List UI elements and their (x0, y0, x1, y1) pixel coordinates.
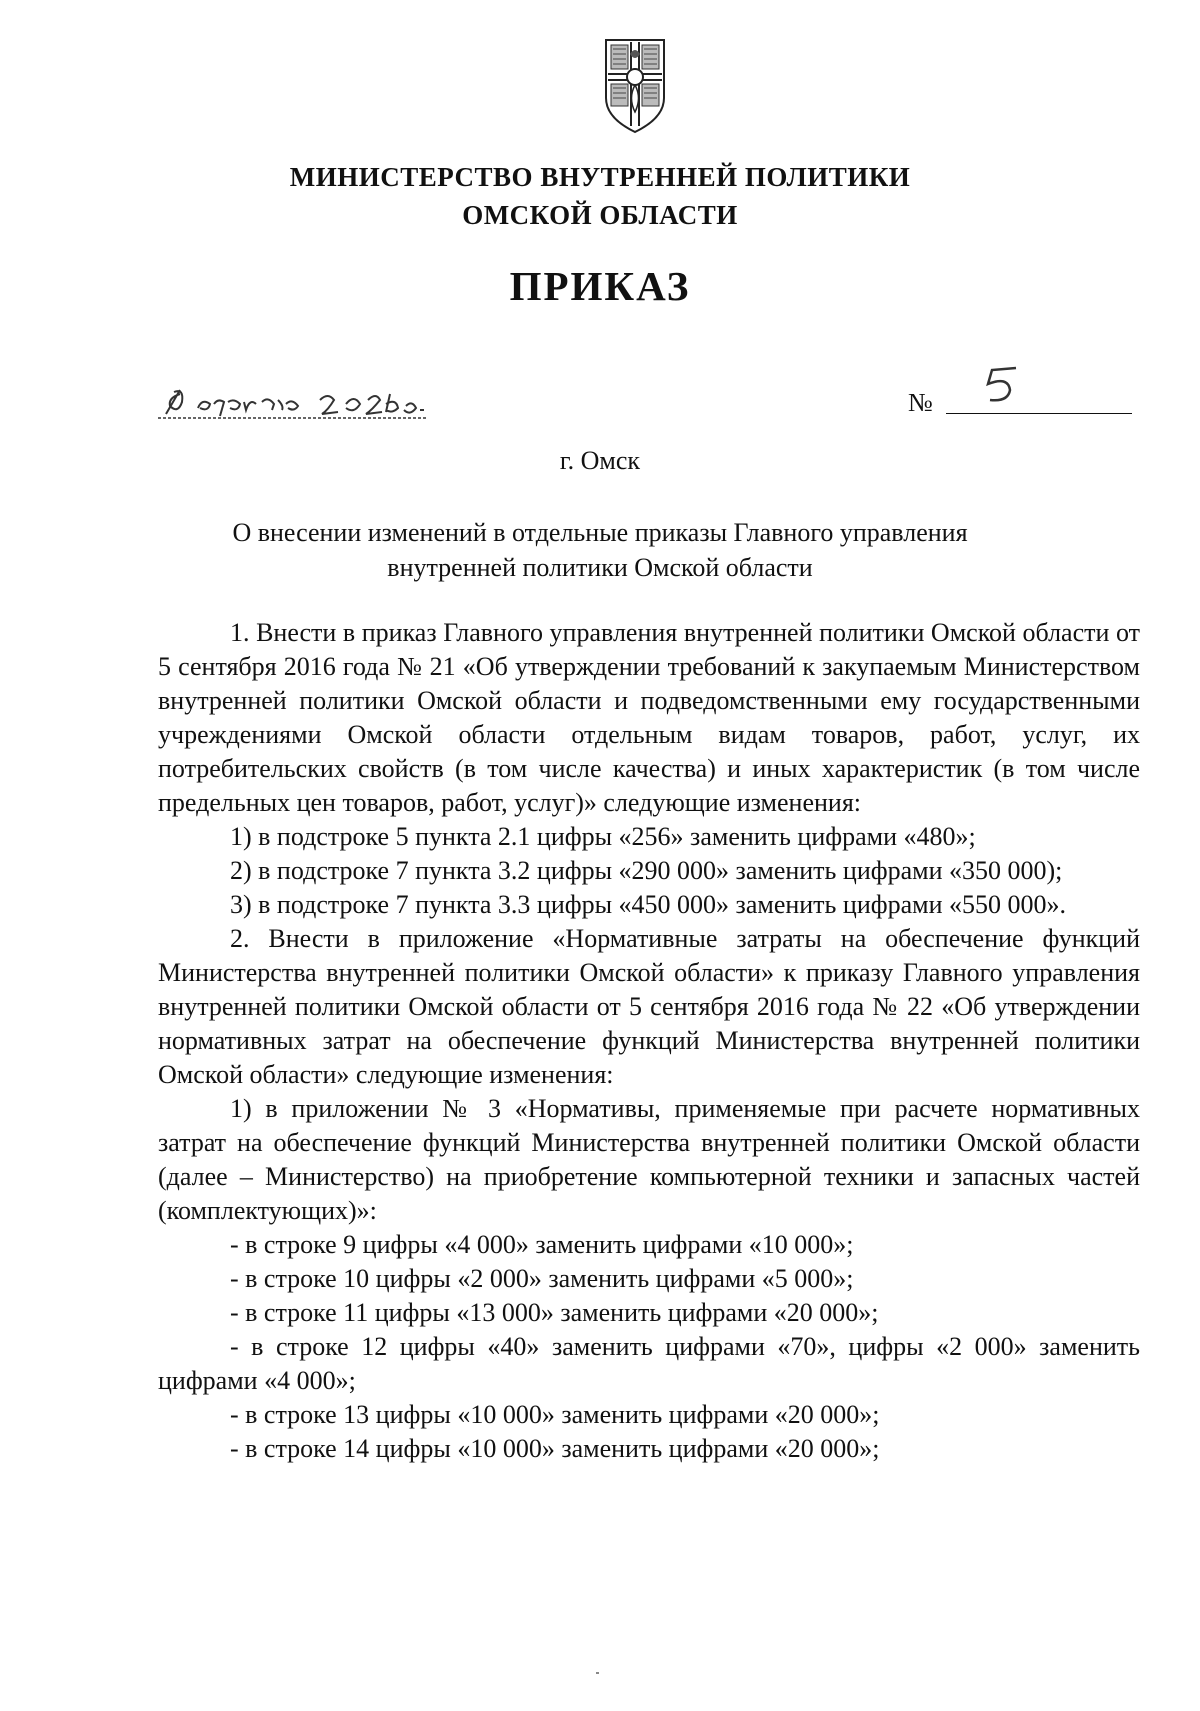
order-number-line (946, 413, 1132, 414)
list-item: - в строке 14 цифры «10 000» заменить цифрами «20 000»; (230, 1434, 880, 1463)
clause-2-item-1: 1) в приложении № 3 «Нормативы, применяемые при расчете нормативных затрат на обеспечение функций Министерства внутренней политики Омской области (далее – Министерство) на приобретение компьютерной техники и запасных частей (комплектующих)»: (158, 1094, 1140, 1225)
list-item: - в строке 10 цифры «2 000» заменить цифрами «5 000»; (230, 1264, 854, 1293)
clause-1: 1. Внести в приказ Главного управления внутренней политики Омской области от 5 сентября 2016 года № 21 «Об утверждении требований к закупаемым Министерством внутренней политики Омской области и подведомственными ему государственными учреждениями Омской области отдельным видам товаров, работ, услуг, их потребительских свойств (в том числе качества) и иных характеристик (в том числе предельных цен товаров, работ, услуг)» следующие изменения: (158, 618, 1140, 817)
clause-1-item-2: 2) в подстроке 7 пункта 3.2 цифры «290 000» заменить цифрами «350 000); (230, 856, 1063, 885)
city-label: г. Омск (559, 446, 641, 475)
organization-name-line2: ОМСКОЙ ОБЛАСТИ (462, 200, 738, 230)
clause-1-item-1: 1) в подстроке 5 пункта 2.1 цифры «256» заменить цифрами «480»; (230, 822, 976, 851)
list-item: - в строке 12 цифры «40» заменить цифрами «70», цифры «2 000» заменить цифрами «4 000»; (158, 1332, 1140, 1395)
organization-name-line1: МИНИСТЕРСТВО ВНУТРЕННЕЙ ПОЛИТИКИ (289, 162, 911, 192)
handwritten-date (158, 380, 458, 420)
scan-artifact-dot (596, 1672, 599, 1674)
coat-of-arms-emblem (604, 36, 666, 134)
list-item: - в строке 11 цифры «13 000» заменить цифрами «20 000»; (230, 1298, 879, 1327)
order-number-label: № (908, 388, 933, 417)
list-item: - в строке 13 цифры «10 000» заменить цифрами «20 000»; (230, 1400, 880, 1429)
order-subject: О внесении изменений в отдельные приказы Главного управления внутренней политики Омской области (232, 518, 968, 582)
order-body (158, 616, 1140, 1466)
list-item: - в строке 9 цифры «4 000» заменить цифрами «10 000»; (230, 1230, 854, 1259)
handwritten-order-number (976, 362, 1026, 408)
clause-2: 2. Внести в приложение «Нормативные затраты на обеспечение функций Министерства внутренней политики Омской области» к приказу Главного управления внутренней политики Омской области от 5 сентября 2016 года № 22 «Об утверждении нормативных затрат на обеспечение функций Министерства внутренней политики Омской области» следующие изменения: (158, 924, 1140, 1089)
clause-1-item-3: 3) в подстроке 7 пункта 3.3 цифры «450 000» заменить цифрами «550 000». (230, 890, 1066, 919)
document-type-title: ПРИКАЗ (509, 263, 691, 309)
